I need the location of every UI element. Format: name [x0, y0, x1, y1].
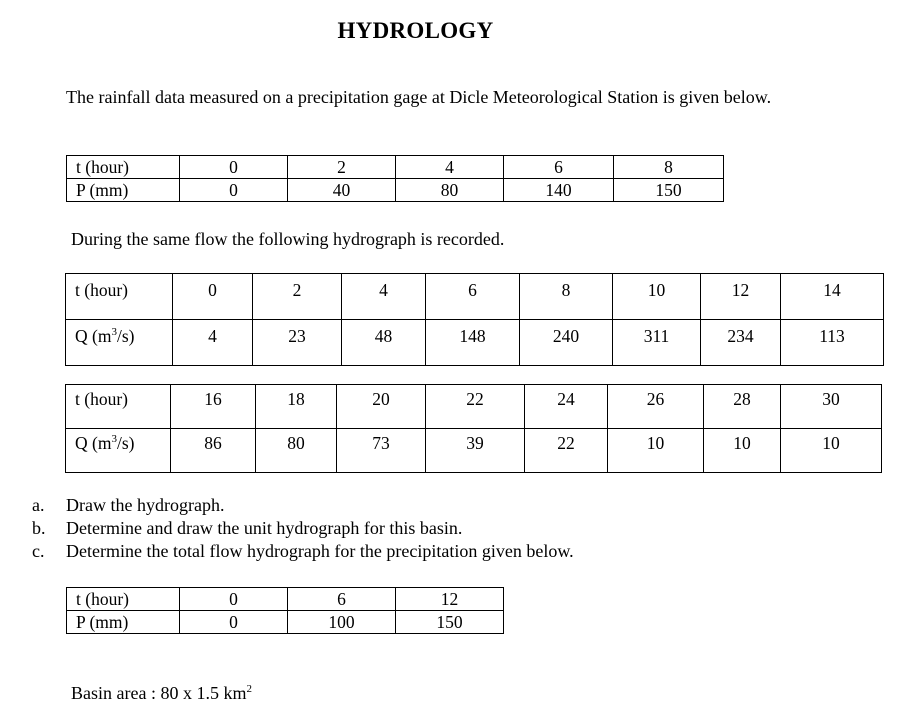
basin-area-text: Basin area : 80 x 1.5 km — [71, 683, 247, 703]
table-cell: 14 — [781, 274, 884, 320]
table-cell: 6 — [426, 274, 520, 320]
table-cell: 0 — [180, 588, 288, 611]
table-cell: 140 — [504, 179, 614, 202]
question-marker: c. — [32, 541, 45, 561]
hydrograph-intro: During the same flow the following hydrograph is recorded. — [71, 229, 505, 249]
table-row — [67, 588, 504, 611]
question-list — [0, 494, 900, 563]
label-text: /s) — [116, 433, 135, 453]
table-cell: 4 — [396, 156, 504, 179]
table-cell: 80 — [256, 429, 337, 473]
table-cell: 0 — [180, 611, 288, 634]
hydrograph-table-2 — [65, 384, 882, 473]
table-cell: 0 — [173, 274, 253, 320]
row-label: t (hour) — [67, 588, 180, 611]
intro-paragraph: The rainfall data measured on a precipitation gage at Dicle Meteorological Station is given below. — [66, 87, 772, 107]
table-row — [66, 320, 884, 366]
table-cell: 10 — [704, 429, 781, 473]
table-cell: 18 — [256, 385, 337, 429]
table-cell: 148 — [426, 320, 520, 366]
table-row — [67, 179, 724, 202]
table-cell: 73 — [337, 429, 426, 473]
table-row — [66, 274, 884, 320]
table-cell: 22 — [426, 385, 525, 429]
table-cell: 40 — [288, 179, 396, 202]
row-label: P (mm) — [67, 611, 180, 634]
table-row — [67, 611, 504, 634]
table-cell: 22 — [525, 429, 608, 473]
row-label: t (hour) — [66, 385, 171, 429]
table-cell: 30 — [781, 385, 882, 429]
table-cell: 12 — [396, 588, 504, 611]
table-cell: 26 — [608, 385, 704, 429]
table-cell: 10 — [608, 429, 704, 473]
table-cell: 0 — [180, 179, 288, 202]
list-item — [0, 494, 900, 517]
list-item — [0, 540, 900, 563]
table-cell: 20 — [337, 385, 426, 429]
table-cell: 16 — [171, 385, 256, 429]
row-label — [66, 320, 173, 366]
table-cell: 150 — [614, 179, 724, 202]
table-cell: 311 — [613, 320, 701, 366]
question-marker: a. — [32, 495, 45, 515]
row-label: t (hour) — [66, 274, 173, 320]
table-cell: 80 — [396, 179, 504, 202]
table-row — [66, 429, 882, 473]
table-cell: 113 — [781, 320, 884, 366]
row-label: t (hour) — [67, 156, 180, 179]
list-item — [0, 517, 900, 540]
label-text: /s) — [116, 326, 135, 346]
question-text: Determine and draw the unit hydrograph for this basin. — [66, 518, 463, 538]
table-cell: 10 — [613, 274, 701, 320]
table-cell: 2 — [253, 274, 342, 320]
label-superscript: 3 — [111, 326, 117, 339]
table-cell: 4 — [173, 320, 253, 366]
page-title: HYDROLOGY — [337, 18, 494, 43]
table-cell: 10 — [781, 429, 882, 473]
hydrograph-table-1 — [65, 273, 884, 366]
row-label: P (mm) — [67, 179, 180, 202]
table-cell: 86 — [171, 429, 256, 473]
table-cell: 24 — [525, 385, 608, 429]
table-cell: 240 — [520, 320, 613, 366]
basin-area-superscript: 2 — [246, 683, 252, 695]
basin-area — [71, 683, 252, 704]
question-text: Draw the hydrograph. — [66, 495, 225, 515]
table-cell: 2 — [288, 156, 396, 179]
label-text: Q (m — [75, 433, 112, 453]
rainfall-table — [66, 155, 724, 202]
precipitation-table — [66, 587, 504, 634]
table-cell: 8 — [614, 156, 724, 179]
table-cell: 234 — [701, 320, 781, 366]
table-cell: 6 — [504, 156, 614, 179]
question-text: Determine the total flow hydrograph for the precipitation given below. — [66, 541, 574, 561]
row-label — [66, 429, 171, 473]
table-cell: 8 — [520, 274, 613, 320]
table-cell: 23 — [253, 320, 342, 366]
table-row — [67, 156, 724, 179]
table-cell: 100 — [288, 611, 396, 634]
table-cell: 6 — [288, 588, 396, 611]
table-cell: 28 — [704, 385, 781, 429]
table-cell: 48 — [342, 320, 426, 366]
table-cell: 39 — [426, 429, 525, 473]
table-cell: 0 — [180, 156, 288, 179]
table-cell: 150 — [396, 611, 504, 634]
label-superscript: 3 — [111, 433, 117, 446]
table-cell: 12 — [701, 274, 781, 320]
question-marker: b. — [32, 518, 46, 538]
label-text: Q (m — [75, 326, 112, 346]
table-row — [66, 385, 882, 429]
table-cell: 4 — [342, 274, 426, 320]
